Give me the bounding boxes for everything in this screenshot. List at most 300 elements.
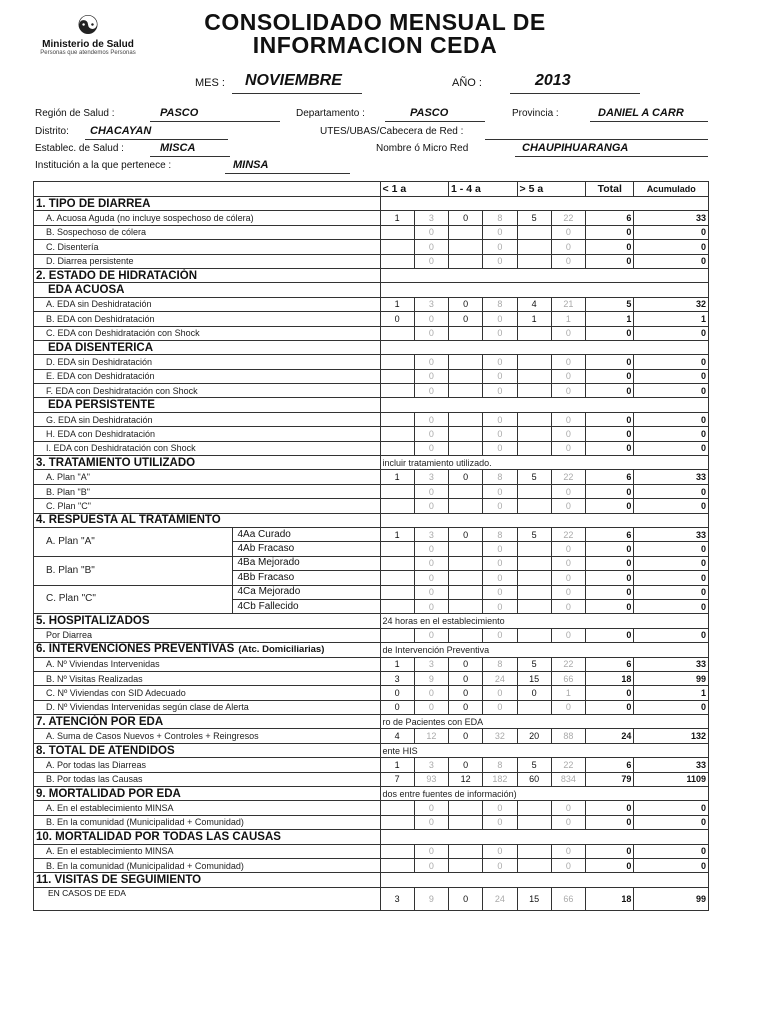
- table-header-row: [34, 182, 709, 197]
- cell-c2: 0: [449, 470, 483, 484]
- cell-a2: 8: [483, 657, 517, 671]
- table-row: [34, 772, 709, 786]
- cell-acumulado: 1109: [634, 772, 709, 786]
- table-row: [34, 887, 709, 910]
- mes-underline: [232, 93, 362, 94]
- table-row: [34, 671, 709, 685]
- cell-a2: 0: [483, 240, 517, 254]
- table-row: [34, 686, 709, 700]
- cell-a1: 0: [414, 484, 448, 498]
- cell-c2: [449, 225, 483, 239]
- cell-a2: 0: [483, 844, 517, 858]
- cell-c3: [517, 585, 551, 599]
- cell-total: 0: [586, 599, 634, 613]
- section-blank: [380, 398, 708, 412]
- cell-a1: 0: [414, 384, 448, 398]
- cell-c1: [380, 556, 414, 570]
- plan-label: C. Plan "C": [34, 585, 233, 614]
- cell-total: 6: [586, 657, 634, 671]
- row-label: A. EDA sin Deshidratación: [34, 297, 381, 311]
- cell-c3: 15: [517, 671, 551, 685]
- cell-a1: 3: [414, 527, 448, 541]
- cell-c1: 4: [380, 729, 414, 743]
- region-label: Región de Salud :: [35, 108, 115, 119]
- section-title: [34, 643, 381, 657]
- table-row: [34, 240, 709, 254]
- cell-c3: [517, 225, 551, 239]
- cell-c3: 20: [517, 729, 551, 743]
- cell-a3: 0: [551, 355, 585, 369]
- cell-acumulado: 0: [634, 858, 709, 872]
- ministry-name: Ministerio de Salud: [42, 39, 134, 50]
- cell-c1: [380, 412, 414, 426]
- cell-acumulado: 0: [634, 412, 709, 426]
- cell-acumulado: 0: [634, 240, 709, 254]
- cell-c2: [449, 369, 483, 383]
- cell-c2: [449, 412, 483, 426]
- row-label: A. Plan "A": [34, 470, 381, 484]
- row-label: C. Nº Viviendas con SID Adecuado: [34, 686, 381, 700]
- cell-total: 6: [586, 470, 634, 484]
- cell-c2: 0: [449, 729, 483, 743]
- cell-c3: 0: [517, 686, 551, 700]
- cell-c2: [449, 844, 483, 858]
- cell-a1: 0: [414, 369, 448, 383]
- cell-a3: 22: [551, 527, 585, 541]
- cell-total: 24: [586, 729, 634, 743]
- cell-acumulado: 33: [634, 657, 709, 671]
- cell-a3: 1: [551, 686, 585, 700]
- section-row: [34, 643, 709, 657]
- cell-a3: 88: [551, 729, 585, 743]
- cell-acumulado: 0: [634, 599, 709, 613]
- cell-c1: 7: [380, 772, 414, 786]
- row-label: B. Por todas las Causas: [34, 772, 381, 786]
- cell-c1: [380, 369, 414, 383]
- cell-a3: 0: [551, 225, 585, 239]
- cell-a3: 0: [551, 326, 585, 340]
- cell-c2: [449, 542, 483, 556]
- header-acumulado: Acumulado: [634, 182, 709, 197]
- table-row: [34, 484, 709, 498]
- anio-underline: [510, 93, 640, 94]
- row-label: 4Ab Fracaso: [233, 542, 380, 556]
- cell-a3: 66: [551, 887, 585, 910]
- cell-c1: [380, 801, 414, 815]
- cell-a1: 0: [414, 858, 448, 872]
- cell-acumulado: 0: [634, 628, 709, 642]
- form-title-line1: CONSOLIDADO MENSUAL DE: [204, 9, 546, 35]
- cell-c2: [449, 556, 483, 570]
- region-value: PASCO: [160, 107, 199, 119]
- cell-c1: [380, 240, 414, 254]
- section-blank: [380, 873, 708, 887]
- cell-c2: [449, 858, 483, 872]
- cell-c1: [380, 542, 414, 556]
- distrito-label: Distrito:: [35, 126, 69, 137]
- section-title: 2. ESTADO DE HIDRATACIÓN: [34, 268, 381, 282]
- cell-total: 18: [586, 887, 634, 910]
- cell-a2: 0: [483, 384, 517, 398]
- cell-c3: [517, 599, 551, 613]
- cell-c3: 4: [517, 297, 551, 311]
- cell-c1: [380, 484, 414, 498]
- cell-c2: [449, 599, 483, 613]
- cell-a1: 3: [414, 470, 448, 484]
- row-label: B. Sospechoso de cólera: [34, 225, 381, 239]
- cell-total: 0: [586, 369, 634, 383]
- cell-a3: 0: [551, 427, 585, 441]
- cell-a3: 0: [551, 240, 585, 254]
- cell-c1: [380, 225, 414, 239]
- cell-total: 6: [586, 758, 634, 772]
- cell-acumulado: 33: [634, 470, 709, 484]
- cell-a1: 0: [414, 686, 448, 700]
- table-row: [34, 369, 709, 383]
- row-label: A. Suma de Casos Nuevos + Controles + Reingresos: [34, 729, 381, 743]
- cell-a1: 0: [414, 585, 448, 599]
- cell-c2: [449, 355, 483, 369]
- cell-a2: 0: [483, 585, 517, 599]
- cell-total: 0: [586, 628, 634, 642]
- cell-total: 0: [586, 585, 634, 599]
- cell-a3: 0: [551, 384, 585, 398]
- row-label: A. En el establecimiento MINSA: [34, 801, 381, 815]
- section-blank: [380, 830, 708, 844]
- cell-acumulado: 0: [634, 441, 709, 455]
- section-row: [34, 787, 709, 801]
- cell-c1: 0: [380, 312, 414, 326]
- cell-c3: [517, 542, 551, 556]
- cell-a2: 8: [483, 470, 517, 484]
- cell-c2: [449, 240, 483, 254]
- cell-a2: 0: [483, 441, 517, 455]
- distrito-underline: [85, 139, 228, 140]
- cell-c2: [449, 484, 483, 498]
- cell-total: 0: [586, 412, 634, 426]
- row-label: E. EDA con Deshidratación: [34, 369, 381, 383]
- anio-label: AÑO :: [452, 77, 482, 89]
- cell-total: 0: [586, 484, 634, 498]
- cell-c2: [449, 801, 483, 815]
- cell-acumulado: 0: [634, 225, 709, 239]
- cell-c2: [449, 628, 483, 642]
- section-title-sub: (Atc. Domiciliarias): [238, 644, 325, 656]
- row-label: F. EDA con Deshidratación con Shock: [34, 384, 381, 398]
- section-row: [34, 513, 709, 527]
- cell-a3: 0: [551, 412, 585, 426]
- microred-label: Nombre ó Micro Red: [376, 143, 469, 154]
- cell-c2: 0: [449, 700, 483, 714]
- cell-c1: 0: [380, 686, 414, 700]
- cell-c1: 3: [380, 887, 414, 910]
- table-row: [34, 225, 709, 239]
- row-label: C. Plan "C": [34, 499, 381, 513]
- section-row: [34, 283, 709, 297]
- section-title: EDA PERSISTENTE: [34, 398, 381, 412]
- cell-total: 1: [586, 312, 634, 326]
- cell-total: 18: [586, 671, 634, 685]
- section-blank: [380, 513, 708, 527]
- table-row: [34, 499, 709, 513]
- cell-total: 0: [586, 326, 634, 340]
- table-row: [34, 254, 709, 268]
- cell-c3: 5: [517, 758, 551, 772]
- cell-acumulado: 1: [634, 312, 709, 326]
- cell-c1: [380, 499, 414, 513]
- form-title-line2: INFORMACION CEDA: [252, 32, 498, 58]
- cell-c2: [449, 384, 483, 398]
- cell-a3: 1: [551, 312, 585, 326]
- cell-a1: 0: [414, 700, 448, 714]
- cell-a2: 0: [483, 599, 517, 613]
- cell-c3: 1: [517, 312, 551, 326]
- cell-a2: 182: [483, 772, 517, 786]
- cell-c2: 0: [449, 297, 483, 311]
- cell-c1: 1: [380, 297, 414, 311]
- region-underline: [150, 121, 280, 122]
- section-title: EDA DISENTERICA: [34, 340, 381, 354]
- section-note: 24 horas en el establecimiento: [380, 614, 708, 628]
- anio-value: 2013: [535, 72, 571, 89]
- departamento-underline: [385, 121, 485, 122]
- section-blank: [380, 268, 708, 282]
- cell-c2: [449, 585, 483, 599]
- cell-acumulado: 0: [634, 484, 709, 498]
- cell-total: 79: [586, 772, 634, 786]
- cell-a2: 0: [483, 312, 517, 326]
- section-title: EDA ACUOSA: [34, 283, 381, 297]
- cell-a2: 0: [483, 801, 517, 815]
- cell-c1: 3: [380, 671, 414, 685]
- row-label: C. Disentería: [34, 240, 381, 254]
- section-row: [34, 340, 709, 354]
- cell-acumulado: 33: [634, 211, 709, 225]
- cell-a3: 0: [551, 844, 585, 858]
- table-row: [34, 657, 709, 671]
- row-label: C. EDA con Deshidratación con Shock: [34, 326, 381, 340]
- row-label: D. Nº Viviendas Intervenidas según clase de Alerta: [34, 700, 381, 714]
- cell-a2: 0: [483, 628, 517, 642]
- cell-c3: 60: [517, 772, 551, 786]
- cell-total: 0: [586, 700, 634, 714]
- cell-a2: 0: [483, 355, 517, 369]
- cell-c2: 0: [449, 671, 483, 685]
- section-title: 4. RESPUESTA AL TRATAMIENTO: [34, 513, 381, 527]
- cell-c1: 1: [380, 470, 414, 484]
- row-label: G. EDA sin Deshidratación: [34, 412, 381, 426]
- cell-a3: 0: [551, 700, 585, 714]
- cell-c2: 0: [449, 527, 483, 541]
- section-row: [34, 197, 709, 211]
- cell-total: 5: [586, 297, 634, 311]
- departamento-label: Departamento :: [296, 108, 365, 119]
- section-title: 1. TIPO DE DIARREA: [34, 197, 381, 211]
- cell-a3: 0: [551, 571, 585, 585]
- ministry-tagline: Personas que atendemos Personas: [40, 50, 136, 56]
- cell-a1: 3: [414, 297, 448, 311]
- cell-acumulado: 33: [634, 527, 709, 541]
- mes-label: MES :: [195, 77, 225, 89]
- cell-c3: [517, 326, 551, 340]
- cell-a3: 22: [551, 657, 585, 671]
- cell-a2: 32: [483, 729, 517, 743]
- cell-c1: 1: [380, 527, 414, 541]
- cell-a1: 0: [414, 254, 448, 268]
- plan-label: A. Plan "A": [34, 527, 233, 556]
- distrito-value: CHACAYAN: [90, 125, 152, 137]
- header-lt1: < 1 a: [380, 182, 449, 197]
- section-title: 5. HOSPITALIZADOS: [34, 614, 381, 628]
- cell-acumulado: 0: [634, 815, 709, 829]
- section-row: [34, 614, 709, 628]
- row-label: 4Ba Mejorado: [233, 556, 380, 570]
- cell-a2: 0: [483, 542, 517, 556]
- cell-a2: 8: [483, 211, 517, 225]
- section-row: [34, 398, 709, 412]
- provincia-label: Provincia :: [512, 108, 559, 119]
- cell-a3: 0: [551, 801, 585, 815]
- section-title: 11. VISITAS DE SEGUIMIENTO: [34, 873, 381, 887]
- table-row: [34, 628, 709, 642]
- institucion-value: MINSA: [233, 159, 269, 171]
- table-row: [34, 384, 709, 398]
- cell-a2: 0: [483, 484, 517, 498]
- institucion-underline: [225, 173, 350, 174]
- cell-a3: 66: [551, 671, 585, 685]
- cell-acumulado: 0: [634, 556, 709, 570]
- cell-a3: 0: [551, 585, 585, 599]
- cell-acumulado: 132: [634, 729, 709, 743]
- cell-a1: 12: [414, 729, 448, 743]
- cell-c2: 0: [449, 686, 483, 700]
- row-label: B. Nº Visitas Realizadas: [34, 671, 381, 685]
- cell-c1: [380, 628, 414, 642]
- section-note: ente HIS: [380, 743, 708, 757]
- cell-c2: [449, 571, 483, 585]
- cell-acumulado: 99: [634, 671, 709, 685]
- cell-acumulado: 0: [634, 499, 709, 513]
- cell-c2: 0: [449, 211, 483, 225]
- cell-a2: 0: [483, 499, 517, 513]
- cell-a1: 0: [414, 441, 448, 455]
- cell-total: 0: [586, 686, 634, 700]
- table-row: [34, 412, 709, 426]
- cell-acumulado: 0: [634, 542, 709, 556]
- cell-acumulado: 0: [634, 700, 709, 714]
- cell-total: 0: [586, 499, 634, 513]
- table-row: [34, 844, 709, 858]
- cell-a1: 3: [414, 211, 448, 225]
- cell-c3: [517, 801, 551, 815]
- plan-label: B. Plan "B": [34, 556, 233, 585]
- cell-c1: [380, 585, 414, 599]
- cell-acumulado: 0: [634, 369, 709, 383]
- cell-acumulado: 0: [634, 585, 709, 599]
- cell-a1: 0: [414, 815, 448, 829]
- cell-a2: 0: [483, 412, 517, 426]
- cell-acumulado: 99: [634, 887, 709, 910]
- cell-c1: 1: [380, 211, 414, 225]
- table-row: [34, 700, 709, 714]
- cell-c3: [517, 412, 551, 426]
- cell-a2: 0: [483, 686, 517, 700]
- cell-total: 0: [586, 542, 634, 556]
- cell-acumulado: 33: [634, 758, 709, 772]
- cell-a1: 0: [414, 312, 448, 326]
- cell-a2: 8: [483, 527, 517, 541]
- header-1to4: 1 - 4 a: [449, 182, 518, 197]
- microred-value: CHAUPIHUARANGA: [522, 142, 629, 154]
- cell-a3: 0: [551, 441, 585, 455]
- cell-total: 0: [586, 844, 634, 858]
- cell-c1: [380, 427, 414, 441]
- section-row: [34, 830, 709, 844]
- cell-a1: 0: [414, 571, 448, 585]
- cell-a1: 0: [414, 556, 448, 570]
- table-row: [34, 758, 709, 772]
- cell-c3: [517, 815, 551, 829]
- cell-a3: 0: [551, 556, 585, 570]
- cell-c3: 15: [517, 887, 551, 910]
- cell-acumulado: 0: [634, 355, 709, 369]
- ministry-logo: [28, 12, 148, 56]
- cell-a2: 8: [483, 297, 517, 311]
- cell-c2: [449, 441, 483, 455]
- cell-a1: 0: [414, 427, 448, 441]
- cell-c3: [517, 427, 551, 441]
- cell-c3: [517, 384, 551, 398]
- cell-acumulado: 0: [634, 326, 709, 340]
- row-label: B. En la comunidad (Municipalidad + Comunidad): [34, 815, 381, 829]
- cell-c2: 0: [449, 657, 483, 671]
- cell-a1: 93: [414, 772, 448, 786]
- cell-acumulado: 1: [634, 686, 709, 700]
- cell-a1: 3: [414, 657, 448, 671]
- cell-a3: 0: [551, 484, 585, 498]
- cell-c2: 0: [449, 887, 483, 910]
- mes-value: NOVIEMBRE: [245, 72, 342, 89]
- cell-acumulado: 0: [634, 571, 709, 585]
- cell-a3: 0: [551, 599, 585, 613]
- row-label: A. En el establecimiento MINSA: [34, 844, 381, 858]
- table-row: [34, 470, 709, 484]
- cell-a3: 0: [551, 254, 585, 268]
- section-row: [34, 715, 709, 729]
- cell-c3: [517, 484, 551, 498]
- cell-c3: [517, 628, 551, 642]
- table-row: [34, 441, 709, 455]
- cell-c3: [517, 240, 551, 254]
- cell-total: 0: [586, 427, 634, 441]
- table-row: [34, 355, 709, 369]
- cell-c1: [380, 599, 414, 613]
- header-total: Total: [586, 182, 634, 197]
- section-title: 3. TRATAMIENTO UTILIZADO: [34, 456, 381, 470]
- cell-c2: 0: [449, 758, 483, 772]
- cell-a3: 0: [551, 499, 585, 513]
- row-label: B. En la comunidad (Municipalidad + Comunidad): [34, 858, 381, 872]
- cell-a1: 0: [414, 225, 448, 239]
- cell-a3: 22: [551, 470, 585, 484]
- cell-a3: 834: [551, 772, 585, 786]
- cell-total: 0: [586, 571, 634, 585]
- cell-c2: [449, 326, 483, 340]
- cell-a2: 0: [483, 427, 517, 441]
- section-title: 10. MORTALIDAD POR TODAS LAS CAUSAS: [34, 830, 381, 844]
- row-label: H. EDA con Deshidratación: [34, 427, 381, 441]
- cell-a1: 0: [414, 542, 448, 556]
